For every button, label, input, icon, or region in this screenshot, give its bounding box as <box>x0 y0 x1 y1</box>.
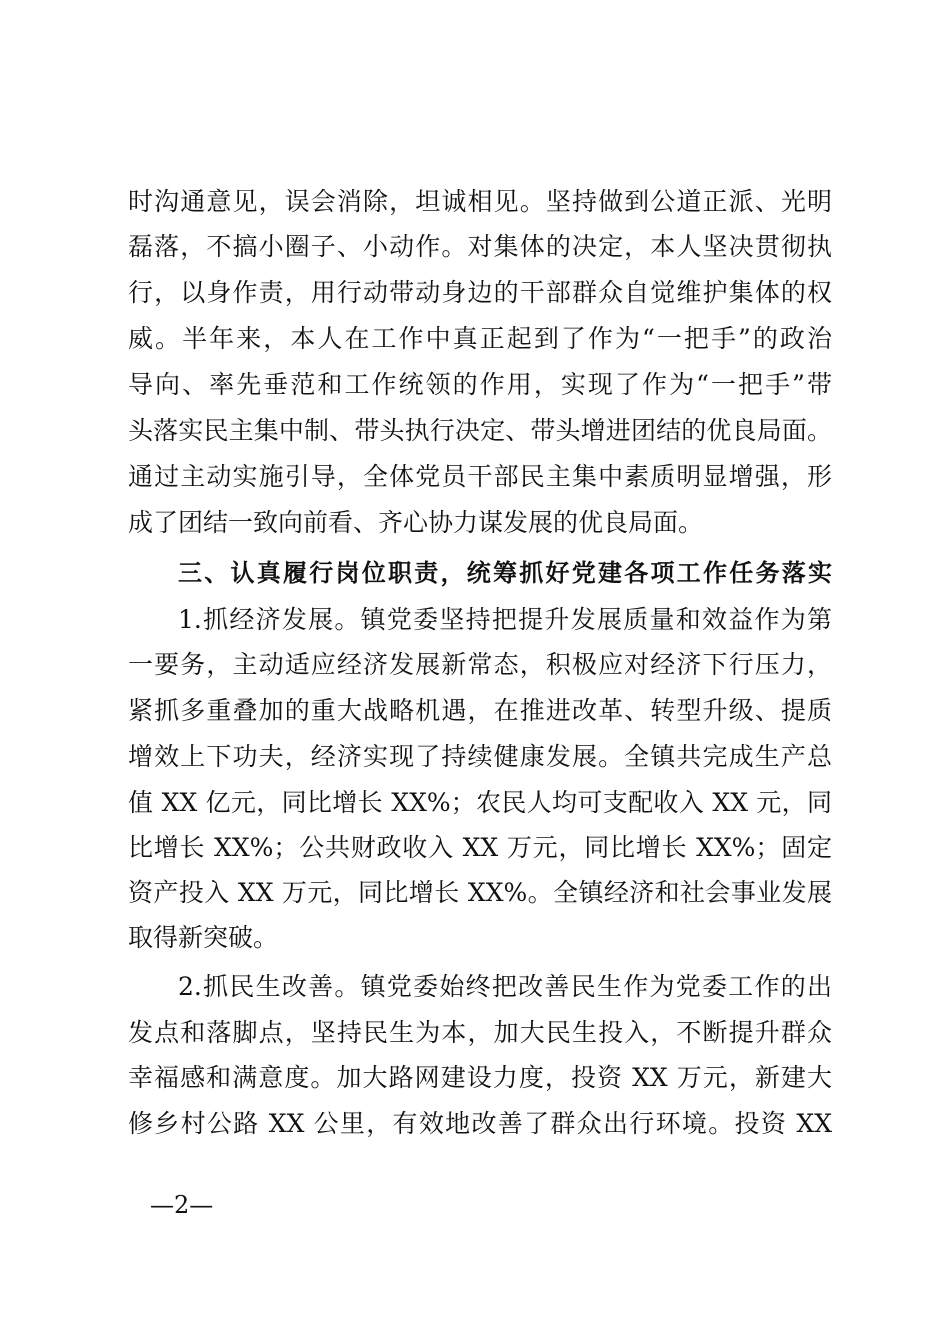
body-line: 头落实民主集中制、带头执行决定、带头增进团结的优良局面。 <box>128 416 832 445</box>
body-line: 时沟通意见，误会消除，坦诚相见。坚持做到公道正派、光明 <box>128 187 832 216</box>
body-line: 取得新突破。 <box>128 923 279 952</box>
body-line: 发点和落脚点，坚持民生为本，加大民生投入，不断提升群众 <box>128 1018 832 1047</box>
body-line: 磊落，不搞小圈子、小动作。对集体的决定，本人坚决贯彻执 <box>128 232 832 261</box>
body-line: 成了团结一致向前看、齐心协力谋发展的优良局面。 <box>128 508 704 537</box>
page-number: —2— <box>150 1191 214 1219</box>
body-line: 1.抓经济发展。镇党委坚持把提升发展质量和效益作为第 <box>178 605 832 634</box>
body-line: 通过主动实施引导，全体党员干部民主集中素质明显增强，形 <box>128 462 832 491</box>
body-line: 幸福感和满意度。加大路网建设力度，投资 XX 万元，新建大 <box>128 1063 832 1092</box>
body-line: 增效上下功夫，经济实现了持续健康发展。全镇共完成生产总 <box>128 742 832 771</box>
section-heading: 三、认真履行岗位职责，统筹抓好党建各项工作任务落实 <box>178 559 832 587</box>
body-line: 2.抓民生改善。镇党委始终把改善民生作为党委工作的出 <box>178 972 832 1001</box>
body-line: 值 XX 亿元，同比增长 XX%；农民人均可支配收入 XX 元，同 <box>128 788 832 817</box>
body-line: 比增长 XX%；公共财政收入 XX 万元，同比增长 XX%；固定 <box>128 833 832 862</box>
body-line: 行，以身作责，用行动带动身边的干部群众自觉维护集体的权 <box>128 278 832 307</box>
body-line: 威。半年来，本人在工作中真正起到了作为“一把手”的政治 <box>128 324 832 353</box>
body-line: 修乡村公路 XX 公里，有效地改善了群众出行环境。投资 XX <box>128 1109 832 1138</box>
body-line: 资产投入 XX 万元，同比增长 XX%。全镇经济和社会事业发展 <box>128 878 832 907</box>
body-line: 导向、率先垂范和工作统领的作用，实现了作为“一把手”带 <box>128 370 832 399</box>
body-line: 一要务，主动适应经济发展新常态，积极应对经济下行压力， <box>128 650 832 679</box>
body-line: 紧抓多重叠加的重大战略机遇，在推进改革、转型升级、提质 <box>128 696 832 725</box>
